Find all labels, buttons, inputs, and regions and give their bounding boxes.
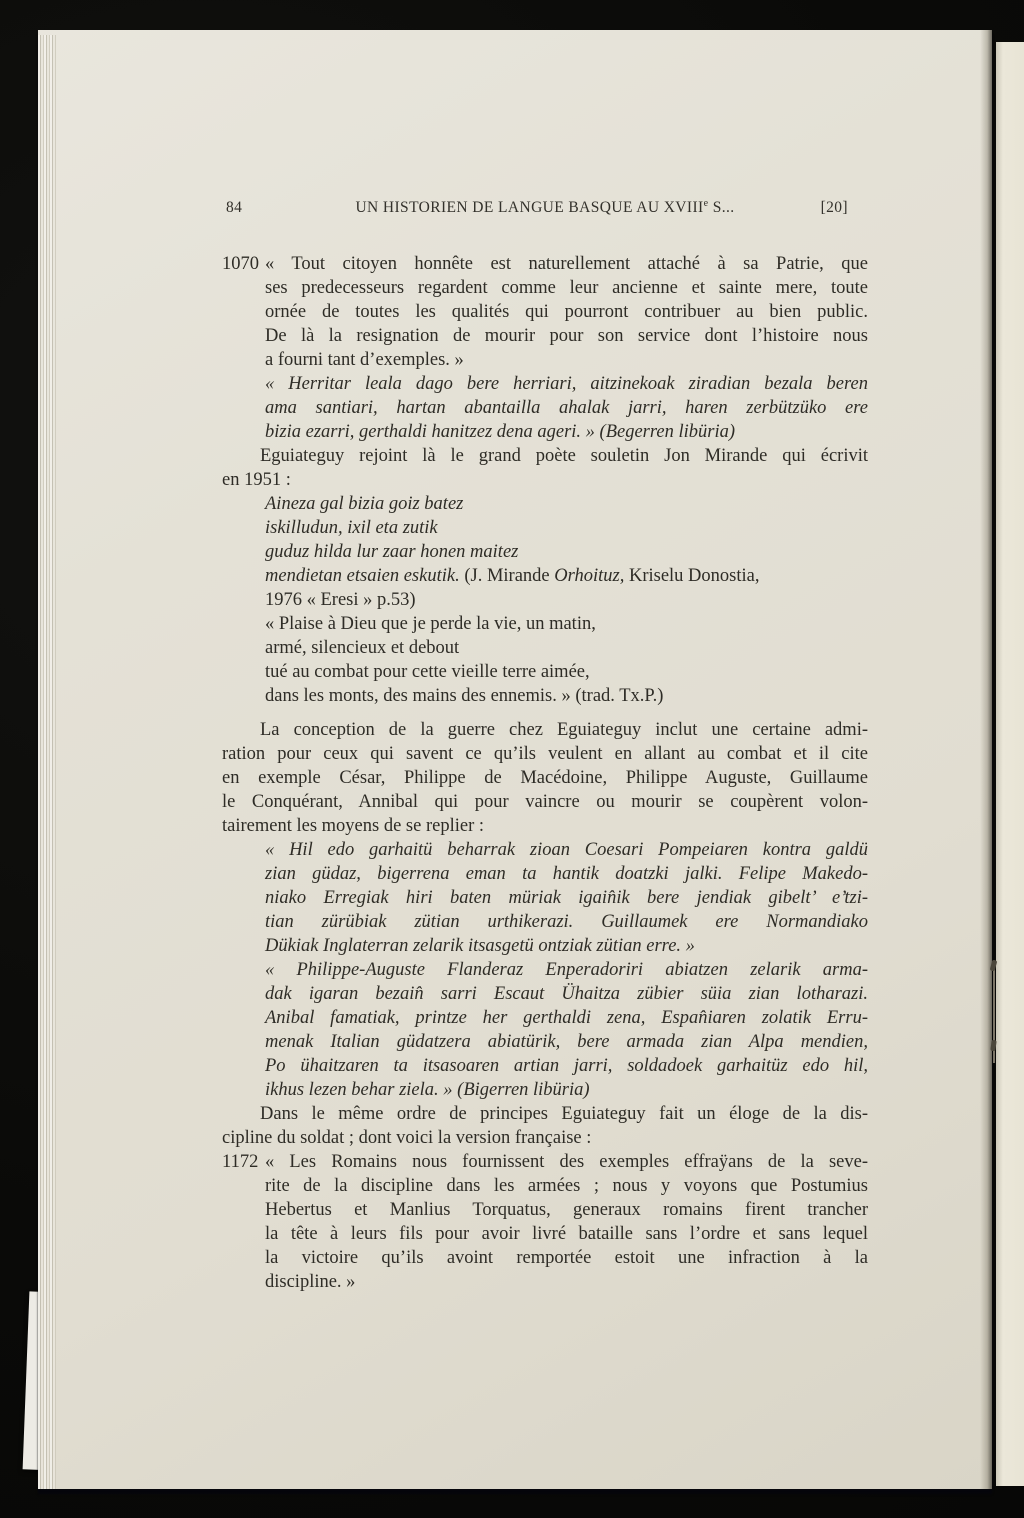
paragraph-number: 1070 <box>222 254 259 274</box>
paragraph-number: 1172 <box>222 1152 259 1172</box>
text-line: niako Erregiak hiri baten müriak igain̂ik bere jendiak gibelt’ e’tzi- <box>265 888 868 908</box>
text-line: bizia ezarri, gerthaldi hanitzez dena ageri. » (Begerren libüria) <box>265 422 735 442</box>
paragraph-1172 <box>222 1150 868 1294</box>
poem-line: dans les monts, des mains des ennemis. » (trad. Tx.P.) <box>265 686 664 706</box>
text-line: rite de la discipline dans les armées ; nous y voyons que Postumius <box>265 1176 868 1196</box>
poem-line <box>265 564 868 588</box>
text-line: en 1951 : <box>222 470 291 490</box>
text-line: ikhus lezen behar ziela. » (Bigerren libüria) <box>265 1080 590 1100</box>
text-line: la tête à leurs fils pour avoir livré bataille sans l’ordre et sans lequel <box>265 1224 868 1244</box>
basque-quote-philippe <box>265 958 868 1102</box>
text-line: De là la resignation de mourir pour son service dont l’histoire nous <box>265 326 868 346</box>
poem-line: 1976 « Eresi » p.53) <box>265 590 416 610</box>
poem-line-segment: mendietan etsaien eskutik. <box>265 566 460 586</box>
paragraph-1070 <box>222 252 868 372</box>
text-line: Hebertus et Manlius Torquatus, generaux romains firent trancher <box>265 1200 868 1220</box>
text-line: Anibal famatiak, printze her gerthaldi zena, Espan̂iaren zolatik Erru- <box>265 1008 868 1028</box>
text-line: tian zürübiak zütian urthikerazi. Guillaumek ere Normandiako <box>265 912 868 932</box>
text-line: tairement les moyens de se replier : <box>222 816 484 836</box>
poem-line: iskilludun, ixil eta zutik <box>265 518 438 538</box>
basque-quote-herritar <box>265 372 868 444</box>
text-line: Dans le même ordre de principes Eguiateguy fait un éloge de la dis- <box>260 1104 868 1124</box>
poem-line: « Plaise à Dieu que je perde la vie, un matin, <box>265 614 596 634</box>
running-header <box>222 199 868 219</box>
text-line <box>222 1150 868 1174</box>
basque-poem <box>265 492 868 612</box>
page-number: 84 <box>226 199 243 216</box>
text-line: cipline du soldat ; dont voici la version française : <box>222 1128 592 1148</box>
page-edge-stack <box>38 35 56 1489</box>
gutter-shadow <box>980 30 992 1489</box>
bracket-number: [20] <box>820 199 848 216</box>
text-line-content: « Les Romains nous fournissent des exemples effraÿans de la seve- <box>265 1152 868 1172</box>
text-line: ama santiari, hartan abantailla ahalak jarri, haren zerbützüko ere <box>265 398 868 418</box>
poem-line: Aineza gal bizia goiz batez <box>265 494 464 514</box>
text-line: le Conquérant, Annibal qui pour vaincre ou mourir se coupèrent volon- <box>222 792 868 812</box>
text-line <box>222 252 868 276</box>
poem-line-segment: Orhoituz, <box>554 566 625 586</box>
text-line: ration pour ceux qui savent ce qu’ils veulent en allant au combat et il cite <box>222 744 868 764</box>
running-title-superscript: e <box>703 197 709 209</box>
poem-line: armé, silencieux et debout <box>265 638 460 658</box>
text-line: zian güdaz, bigerrena eman ta hantik doatzki jalki. Felipe Makedo- <box>265 864 868 884</box>
text-column <box>222 252 868 1294</box>
text-line: a fourni tant d’exemples. » <box>265 350 464 370</box>
text-line: Po ühaitzaren ta itsasoaren artian jarri, soldadoek garhaitüz edo hil, <box>265 1056 868 1076</box>
french-poem-translation <box>265 612 868 708</box>
basque-quote-hil <box>265 838 868 958</box>
text-line: en exemple César, Philippe de Macédoine, Philippe Auguste, Guillaume <box>222 768 868 788</box>
text-line: « Herritar leala dago bere herriari, aitzinekoak ziradian bezala beren <box>265 374 868 394</box>
paragraph-conception <box>222 718 868 838</box>
text-line: ornée de toutes les qualités qui pourront contribuer au bien public. <box>265 302 868 322</box>
paragraph-intro-mirande <box>222 444 868 492</box>
running-title <box>222 199 868 217</box>
running-title-suffix: S... <box>708 199 735 216</box>
poem-line: guduz hilda lur zaar honen maitez <box>265 542 519 562</box>
running-title-text: UN HISTORIEN DE LANGUE BASQUE AU XVIII <box>355 199 704 216</box>
text-line: la victoire qu’ils avoint remportée estoit une infraction à la <box>265 1248 868 1268</box>
adjacent-page-edge <box>996 42 1024 1486</box>
text-line: dak igaran bezain̂ sarri Escaut Ühaitza zübier süia zian lotharazi. <box>265 984 868 1004</box>
text-line: « Philippe-Auguste Flanderaz Enperadoriri abiatzen zelarik arma- <box>265 960 868 980</box>
text-line: Dükiak Inglaterran zelarik itsasgetü ontziak zütian erre. » <box>265 936 695 956</box>
text-line: discipline. » <box>265 1272 356 1292</box>
text-line: ses predecesseurs regardent comme leur ancienne et sainte mere, toute <box>265 278 868 298</box>
text-line: Eguiateguy rejoint là le grand poète souletin Jon Mirande qui écrivit <box>260 446 868 466</box>
poem-line-segment: (J. Mirande <box>459 566 555 586</box>
text-line: « Hil edo garhaitü beharrak zioan Coesari Pompeiaren kontra galdü <box>265 840 868 860</box>
text-line: menak Italian güdatzera abiatürik, bere armada zian Alpa mendien, <box>265 1032 868 1052</box>
poem-line-segment: Kriselu Donostia, <box>624 566 760 586</box>
text-line: La conception de la guerre chez Eguiateguy inclut une certaine admi- <box>260 720 868 740</box>
paragraph-discipline <box>222 1102 868 1150</box>
poem-line: tué au combat pour cette vieille terre aimée, <box>265 662 590 682</box>
text-line-content: « Tout citoyen honnête est naturellement attaché à sa Patrie, que <box>265 254 868 274</box>
